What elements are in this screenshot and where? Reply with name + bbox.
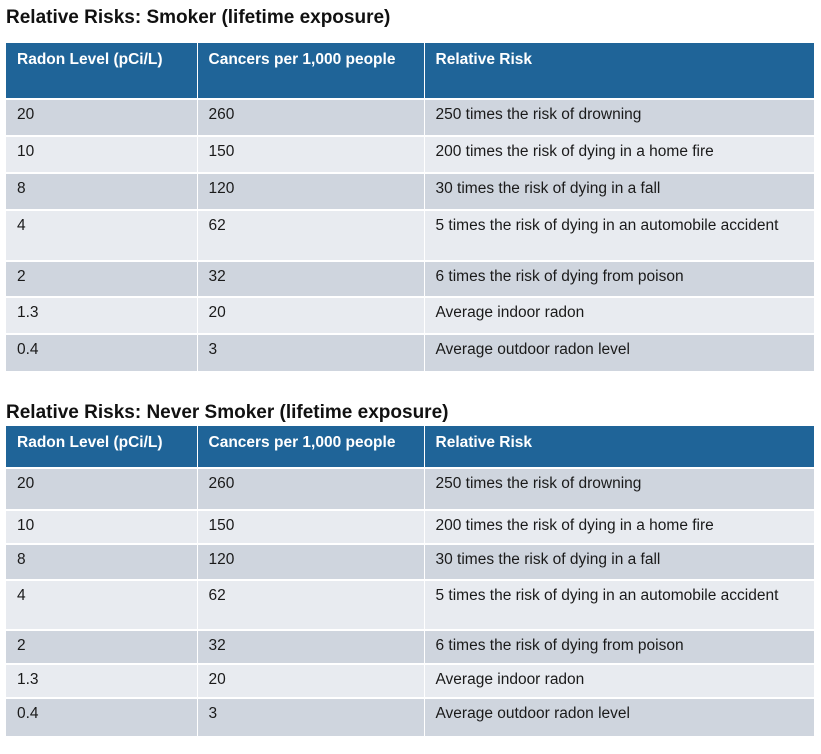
- table-header-row: [6, 43, 814, 99]
- cell-radon-level: 0.4: [6, 334, 197, 371]
- cell-relative-risk: 250 times the risk of drowning: [424, 99, 814, 136]
- table-row: [6, 99, 814, 136]
- cell-radon-level: 20: [6, 468, 197, 510]
- cell-relative-risk: 200 times the risk of dying in a home fire: [424, 136, 814, 173]
- cell-relative-risk: 5 times the risk of dying in an automobile accident: [424, 580, 814, 630]
- cell-cancers: 120: [197, 173, 424, 210]
- cell-relative-risk: 30 times the risk of dying in a fall: [424, 173, 814, 210]
- cell-radon-level: 10: [6, 136, 197, 173]
- table-row: [6, 334, 814, 371]
- cell-relative-risk: 6 times the risk of dying from poison: [424, 261, 814, 297]
- cell-radon-level: 10: [6, 510, 197, 544]
- cell-radon-level: 1.3: [6, 664, 197, 698]
- cell-cancers: 120: [197, 544, 424, 580]
- cell-radon-level: 0.4: [6, 698, 197, 736]
- table-row: [6, 544, 814, 580]
- cell-radon-level: 2: [6, 630, 197, 664]
- cell-cancers: 260: [197, 468, 424, 510]
- table-header-row: [6, 426, 814, 468]
- table-row: [6, 210, 814, 261]
- column-header-relative-risk: Relative Risk: [424, 426, 814, 468]
- cell-relative-risk: 250 times the risk of drowning: [424, 468, 814, 510]
- cell-cancers: 32: [197, 261, 424, 297]
- cell-relative-risk: Average indoor radon: [424, 664, 814, 698]
- smoker-risk-table: [6, 43, 814, 371]
- cell-cancers: 3: [197, 334, 424, 371]
- table-row: [6, 468, 814, 510]
- cell-cancers: 3: [197, 698, 424, 736]
- cell-cancers: 260: [197, 99, 424, 136]
- table-row: [6, 580, 814, 630]
- cell-relative-risk: Average outdoor radon level: [424, 698, 814, 736]
- cell-relative-risk: 200 times the risk of dying in a home fire: [424, 510, 814, 544]
- smoker-table-title: Relative Risks: Smoker (lifetime exposure): [6, 7, 391, 28]
- table-row: [6, 297, 814, 334]
- cell-cancers: 150: [197, 136, 424, 173]
- cell-relative-risk: 5 times the risk of dying in an automobile accident: [424, 210, 814, 261]
- column-header-cancers: Cancers per 1,000 people: [197, 43, 424, 99]
- never-smoker-risk-table: [6, 426, 814, 736]
- cell-cancers: 62: [197, 580, 424, 630]
- table-row: [6, 173, 814, 210]
- column-header-radon-level: Radon Level (pCi/L): [6, 43, 197, 99]
- column-header-cancers: Cancers per 1,000 people: [197, 426, 424, 468]
- cell-cancers: 32: [197, 630, 424, 664]
- cell-cancers: 20: [197, 664, 424, 698]
- table-row: [6, 261, 814, 297]
- cell-radon-level: 8: [6, 173, 197, 210]
- cell-relative-risk: 30 times the risk of dying in a fall: [424, 544, 814, 580]
- table-row: [6, 698, 814, 736]
- never-smoker-table-title: Relative Risks: Never Smoker (lifetime exposure): [6, 402, 449, 423]
- cell-cancers: 150: [197, 510, 424, 544]
- cell-radon-level: 20: [6, 99, 197, 136]
- column-header-relative-risk: Relative Risk: [424, 43, 814, 99]
- cell-radon-level: 2: [6, 261, 197, 297]
- table-row: [6, 136, 814, 173]
- cell-cancers: 20: [197, 297, 424, 334]
- cell-radon-level: 8: [6, 544, 197, 580]
- cell-relative-risk: Average outdoor radon level: [424, 334, 814, 371]
- cell-relative-risk: Average indoor radon: [424, 297, 814, 334]
- table-row: [6, 630, 814, 664]
- cell-radon-level: 4: [6, 210, 197, 261]
- cell-radon-level: 4: [6, 580, 197, 630]
- table-row: [6, 664, 814, 698]
- cell-cancers: 62: [197, 210, 424, 261]
- cell-relative-risk: 6 times the risk of dying from poison: [424, 630, 814, 664]
- table-row: [6, 510, 814, 544]
- column-header-radon-level: Radon Level (pCi/L): [6, 426, 197, 468]
- cell-radon-level: 1.3: [6, 297, 197, 334]
